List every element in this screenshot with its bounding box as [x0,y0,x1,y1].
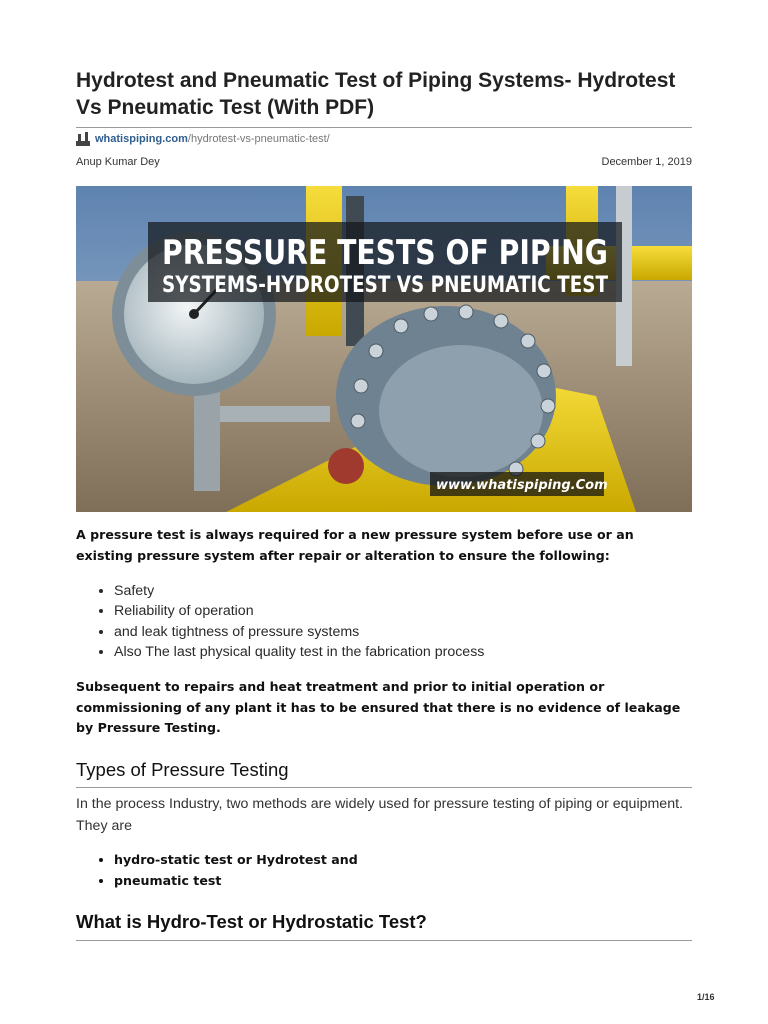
hero-headline-line1: PRESSURE TESTS OF PIPING [162,233,608,273]
section-heading-hydrotest: What is Hydro-Test or Hydrostatic Test? [76,911,427,932]
article-meta [76,156,692,168]
source-line [76,132,330,146]
list-item: • and leak tightness of pressure systems [114,622,484,642]
intro-paragraph: A pressure test is always required for a new pressure system before use or an existing pressure system after repair or alteration to ensure the following: [76,527,634,563]
section-heading-types: Types of Pressure Testing [76,759,289,780]
flange-face [379,345,543,477]
section-divider [76,787,692,788]
hero-watermark: www.whatispiping.Com [436,478,608,493]
list-item: • pneumatic test [114,870,358,891]
valve-line [220,406,330,422]
hero-image [76,186,692,512]
title-divider [76,127,692,128]
publish-date: December 1, 2019 [601,156,692,168]
methods-list [76,849,358,891]
leakage-paragraph: Subsequent to repairs and heat treatment and prior to initial operation or commissioning of any plant it has to be ensured that there is no evidence of leakage by Pressure Testing. [76,679,681,735]
source-site-link[interactable]: whatispiping.com [95,133,188,145]
author-name: Anup Kumar Dey [76,156,160,168]
list-item: • hydro-static test or Hydrotest and [114,849,358,870]
section-divider [76,940,692,941]
requirements-list [76,581,484,662]
list-item: • Also The last physical quality test in the fabrication process [114,642,484,662]
list-item: • Reliability of operation [114,601,484,621]
list-item: • Safety [114,581,484,601]
hero-headline-line2: SYSTEMS-HYDROTEST VS PNEUMATIC TEST [162,273,608,298]
types-paragraph: In the process Industry, two methods are widely used for pressure testing of piping or equipment. They are [76,796,683,834]
source-path[interactable]: /hydrotest-vs-pneumatic-test/ [187,133,330,145]
page-number: 1/16 [697,992,715,1002]
site-favicon-icon [76,132,90,146]
article-title: Hydrotest and Pneumatic Test of Piping Systems- Hydrotest Vs Pneumatic Test (With PDF) [76,69,676,119]
red-valve-wheel [328,448,364,484]
